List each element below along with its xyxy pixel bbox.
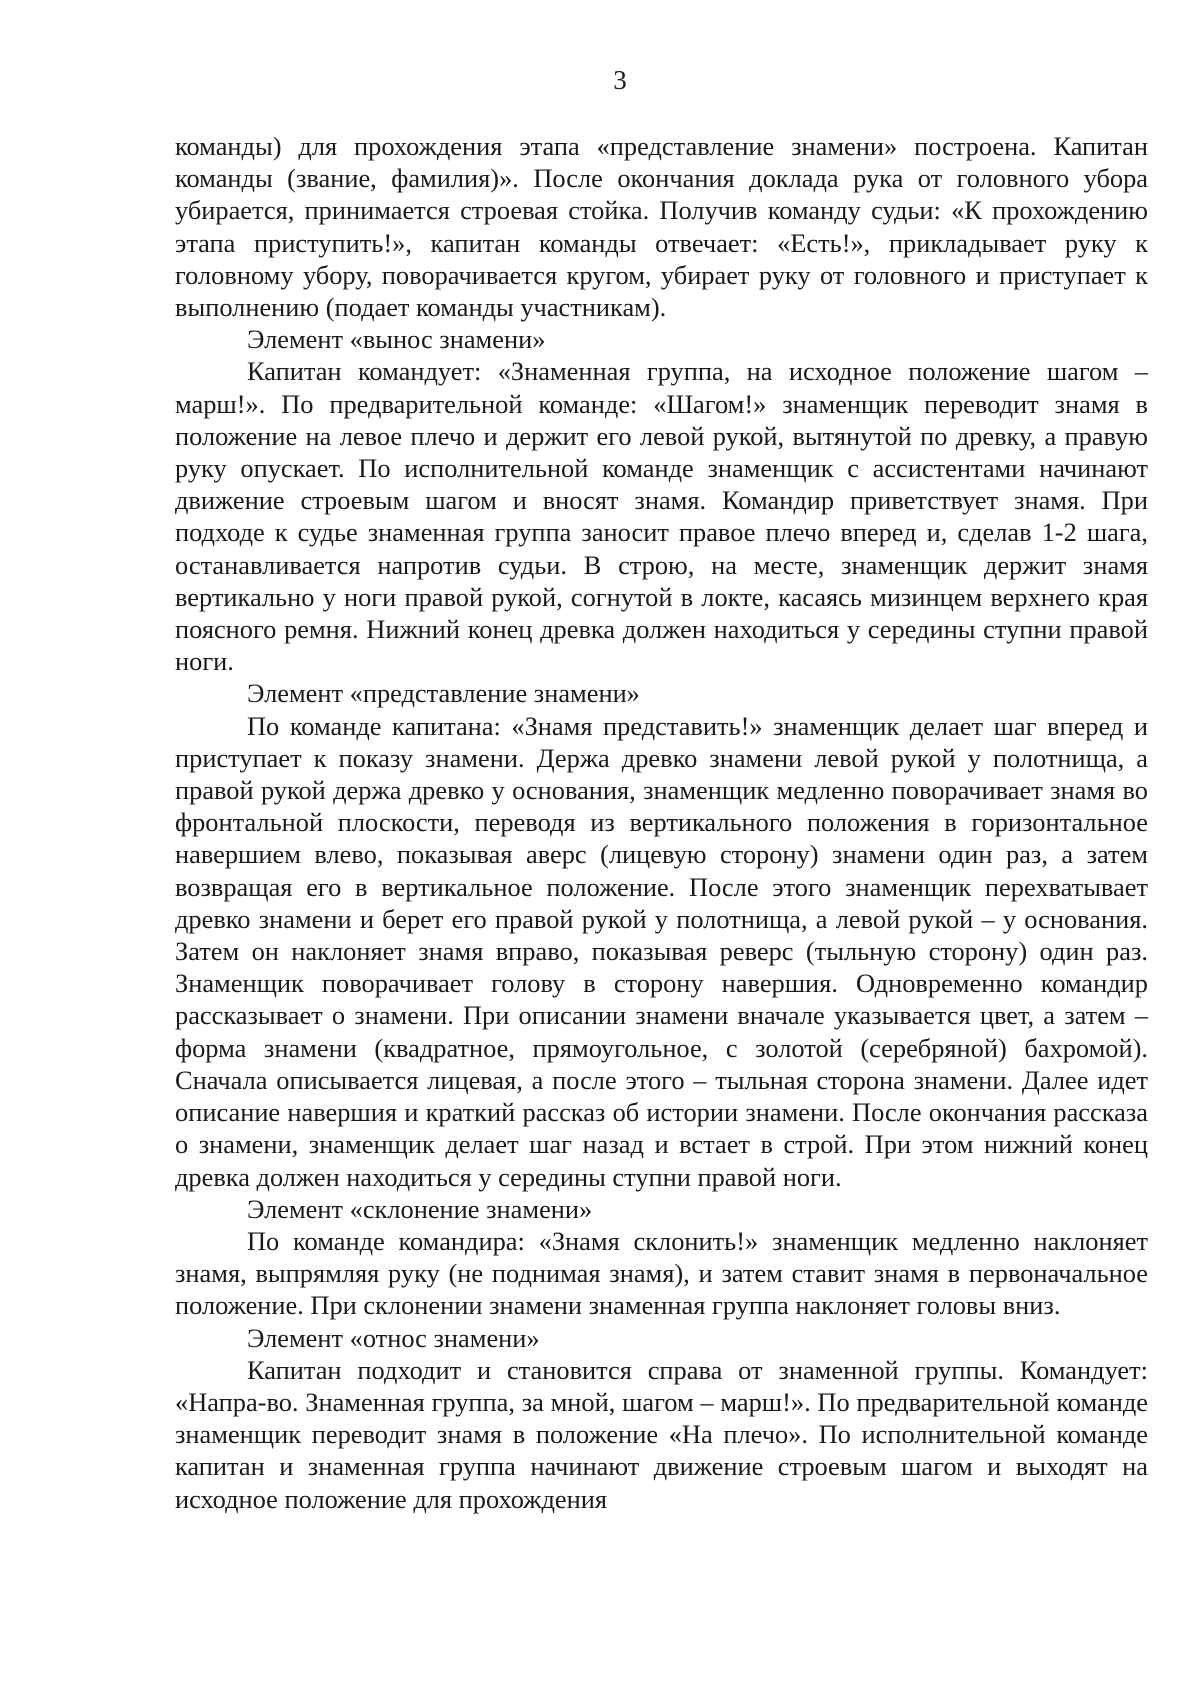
section-heading-predstavlenie: Элемент «представление знамени»: [247, 678, 640, 709]
paragraph-sklonenie: По команде командира: «Знамя склонить!» знаменщик медленно наклоняет знамя, выпрямляя руку (не поднимая знамя), и затем ставит знамя в первоначальное положение. При склонении знамени знаменная группа наклоняет головы вниз.: [175, 1225, 1148, 1321]
section-heading-otnos: Элемент «относ знамени»: [247, 1322, 540, 1353]
section-heading-vynos: Элемент «вынос знамени»: [247, 324, 546, 355]
paragraph-vynos: Капитан командует: «Знаменная группа, на исходное положение шагом – марш!». По предварительной команде: «Шагом!» знаменщик переводит знамя в положение на левое плечо и держит его левой рукой, вытянутой по древку, а правую руку опускает. По исполнительной команде знаменщик с ассистентами начинают движение строевым шагом и вносят знамя. Командир приветствует знамя. При подходе к судье знаменная группа заносит правое плечо вперед и, сделав 1-2 шага, останавливается напротив судьи. В строю, на месте, знаменщик держит знамя вертикально у ноги правой рукой, согнутой в локте, касаясь мизинцем верхнего края поясного ремня. Нижний конец древка должен находиться у середины ступни правой ноги.: [175, 356, 1148, 677]
paragraph-predstavlenie: По команде капитана: «Знамя представить!» знаменщик делает шаг вперед и приступает к показу знамени. Держа древко знамени левой рукой у полотнища, а правой рукой держа древко у основания, знаменщик медленно поворачивает знамя во фронтальной плоскости, переводя из вертикального положения в горизонтальное навершием влево, показывая аверс (лицевую сторону) знамени один раз, а затем возвращая его в вертикальное положение. После этого знаменщик перехватывает древко знамени и берет его правой рукой у полотнища, а левой рукой – у основания. Затем он наклоняет знамя вправо, показывая реверс (тыльную сторону) один раз. Знаменщик поворачивает голову в сторону навершия. Одновременно командир рассказывает о знамени. При описании знамени вначале указывается цвет, а затем – форма знамени (квадратное, прямоугольное, с золотой (серебряной) бахромой). Сначала описывается лицевая, а после этого – тыльная сторона знамени. Далее идет описание навершия и краткий рассказ об истории знамени. После окончания рассказа о знамени, знаменщик делает шаг назад и встает в строй. При этом нижний конец древка должен находиться у середины ступни правой ноги.: [175, 710, 1148, 1192]
paragraph-otnos: Капитан подходит и становится справа от знаменной группы. Командует: «Напра-во. Знаменная группа, за мной, шагом – марш!». По предварительной команде знаменщик переводит знамя в положение «На плечо». По исполнительной команде капитан и знаменная группа начинают движение строевым шагом и выходят на исходное положение для прохождения: [175, 1354, 1148, 1514]
document-body: [175, 130, 1148, 1515]
paragraph-continuation: команды) для прохождения этапа «представление знамени» построена. Капитан команды (звание, фамилия)». После окончания доклада рука от головного убора убирается, принимается строевая стойка. Получив команду судьи: «К прохождению этапа приступить!», капитан команды отвечает: «Есть!», прикладывает руку к головному убору, поворачивается кругом, убирает руку от головного и приступает к выполнению (подает команды участникам).: [175, 131, 1148, 323]
page-number: 3: [613, 65, 627, 95]
section-heading-sklonenie: Элемент «склонение знамени»: [247, 1193, 593, 1224]
